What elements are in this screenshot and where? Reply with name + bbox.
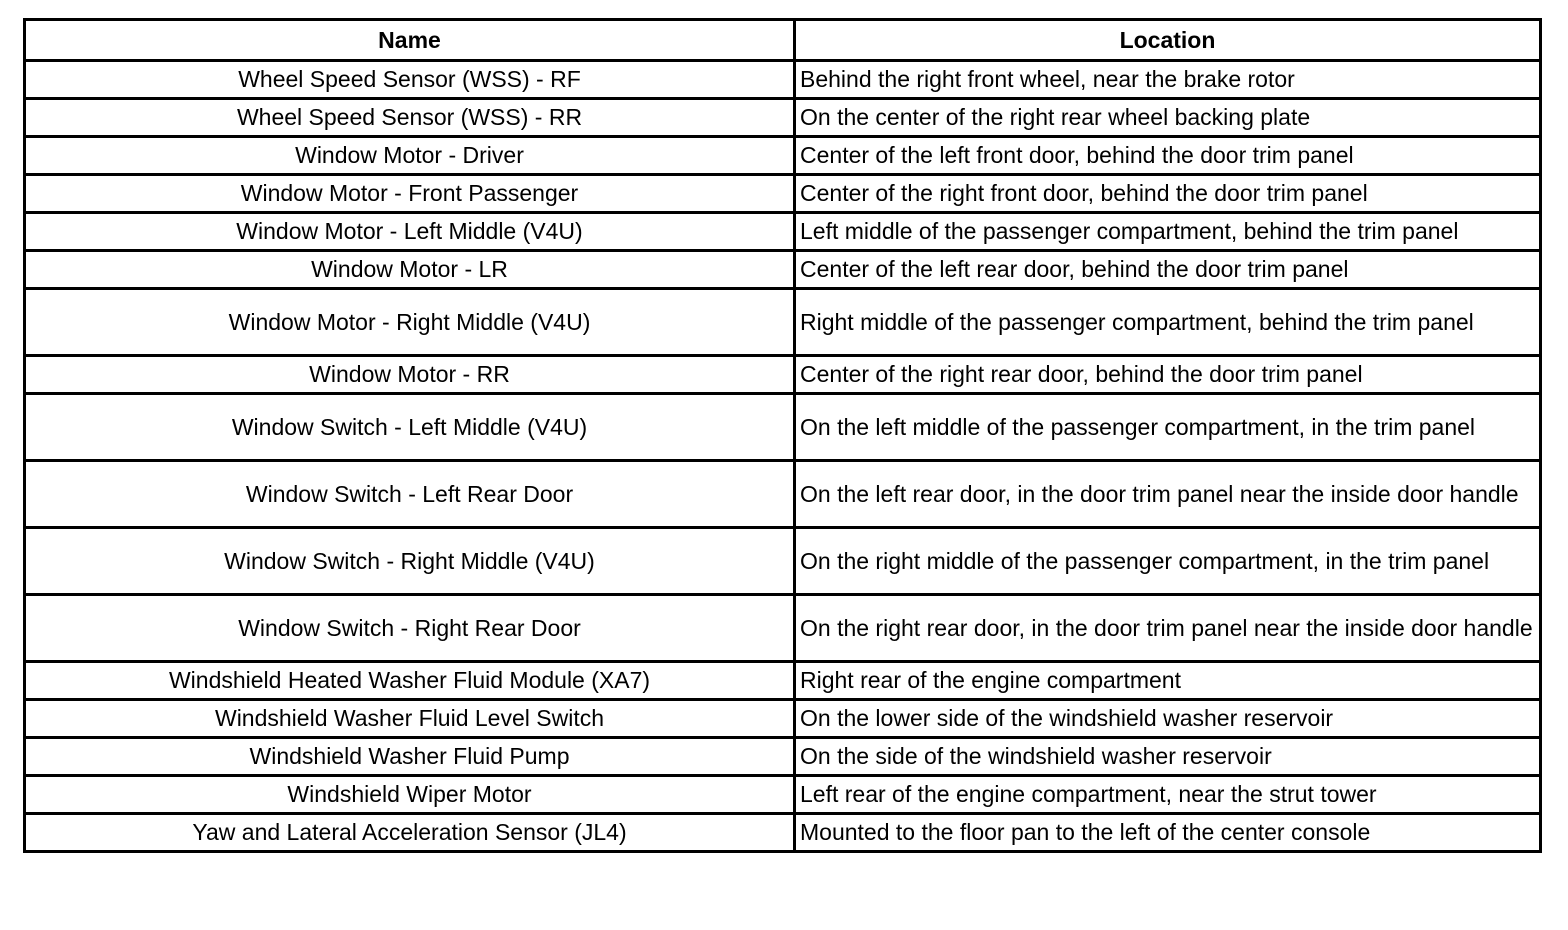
component-location: Left rear of the engine compartment, near the strut tower: [795, 776, 1541, 814]
component-location: On the right middle of the passenger compartment, in the trim panel: [795, 528, 1541, 595]
component-name: Window Switch - Right Rear Door: [25, 595, 795, 662]
component-location: On the lower side of the windshield washer reservoir: [795, 700, 1541, 738]
component-name: Window Motor - Right Middle (V4U): [25, 289, 795, 356]
component-name: Window Motor - Front Passenger: [25, 175, 795, 213]
table-row: [25, 700, 1541, 738]
table-row: [25, 99, 1541, 137]
table-row: [25, 528, 1541, 595]
table-header-row: [25, 20, 1541, 61]
component-name: Windshield Washer Fluid Level Switch: [25, 700, 795, 738]
component-location: Center of the left rear door, behind the door trim panel: [795, 251, 1541, 289]
component-name: Window Switch - Left Rear Door: [25, 461, 795, 528]
component-location: Behind the right front wheel, near the brake rotor: [795, 61, 1541, 99]
component-location: Center of the right rear door, behind the door trim panel: [795, 356, 1541, 394]
component-location: On the center of the right rear wheel backing plate: [795, 99, 1541, 137]
component-name: Wheel Speed Sensor (WSS) - RF: [25, 61, 795, 99]
table-row: [25, 394, 1541, 461]
component-location-table: [23, 18, 1542, 853]
component-name: Window Motor - RR: [25, 356, 795, 394]
component-location: On the left rear door, in the door trim panel near the inside door handle: [795, 461, 1541, 528]
table-row: [25, 356, 1541, 394]
table-row: [25, 595, 1541, 662]
table-row: [25, 461, 1541, 528]
component-location: Left middle of the passenger compartment, behind the trim panel: [795, 213, 1541, 251]
component-name: Window Motor - Left Middle (V4U): [25, 213, 795, 251]
component-name: Wheel Speed Sensor (WSS) - RR: [25, 99, 795, 137]
table-row: [25, 662, 1541, 700]
component-location: On the left middle of the passenger compartment, in the trim panel: [795, 394, 1541, 461]
component-location: Center of the left front door, behind the door trim panel: [795, 137, 1541, 175]
component-name: Windshield Washer Fluid Pump: [25, 738, 795, 776]
component-location: On the side of the windshield washer reservoir: [795, 738, 1541, 776]
table-row: [25, 251, 1541, 289]
table-row: [25, 175, 1541, 213]
table-row: [25, 289, 1541, 356]
table-row: [25, 776, 1541, 814]
component-name: Window Switch - Right Middle (V4U): [25, 528, 795, 595]
component-name: Yaw and Lateral Acceleration Sensor (JL4): [25, 814, 795, 852]
component-location: Right rear of the engine compartment: [795, 662, 1541, 700]
component-name: Window Switch - Left Middle (V4U): [25, 394, 795, 461]
component-name: Window Motor - LR: [25, 251, 795, 289]
component-location: On the right rear door, in the door trim panel near the inside door handle: [795, 595, 1541, 662]
location-column-header: Location: [795, 20, 1541, 61]
component-location: Right middle of the passenger compartment, behind the trim panel: [795, 289, 1541, 356]
table-row: [25, 814, 1541, 852]
name-column-header: Name: [25, 20, 795, 61]
component-location: Mounted to the floor pan to the left of the center console: [795, 814, 1541, 852]
component-name: Window Motor - Driver: [25, 137, 795, 175]
table-row: [25, 137, 1541, 175]
component-location: Center of the right front door, behind the door trim panel: [795, 175, 1541, 213]
component-name: Windshield Heated Washer Fluid Module (XA7): [25, 662, 795, 700]
table-row: [25, 738, 1541, 776]
component-name: Windshield Wiper Motor: [25, 776, 795, 814]
table-row: [25, 213, 1541, 251]
table-row: [25, 61, 1541, 99]
